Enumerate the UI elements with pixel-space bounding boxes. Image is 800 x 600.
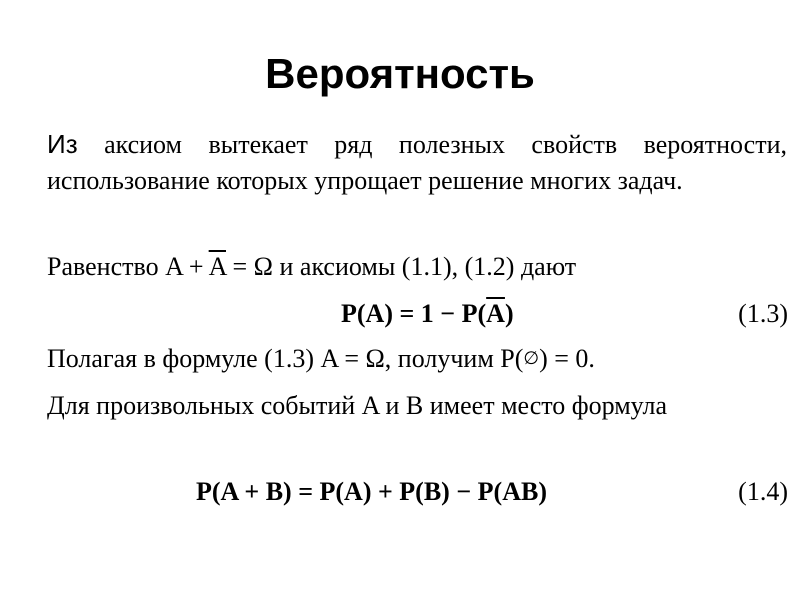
equation-number-1-4: (1.4) — [738, 477, 788, 506]
formula-1-3-prefix: P(A) = 1 − P( — [341, 299, 487, 328]
formula-1-4: P(A + B) = P(A) + P(B) − P(AB) — [196, 477, 547, 506]
paragraph-first-word: Из — [47, 129, 78, 159]
equality-statement — [47, 249, 576, 285]
paragraph-text: аксиом вытекает ряд полезных свойств вероятности, использование которых упрощает решение многих задач. — [47, 130, 787, 195]
paragraph-axioms-properties — [47, 126, 787, 234]
complement-event: $\overline{A}$ — [208, 252, 226, 281]
empty-set-prefix: Полагая в формуле (1.3) A = Ω, получим P( — [47, 344, 524, 373]
equality-prefix: Равенство A + — [47, 252, 209, 281]
slide-title: Вероятность — [265, 50, 535, 97]
formula-1-3-complement: $\overline{A}$ — [486, 299, 505, 328]
formula-1-3-suffix: ) — [504, 299, 514, 328]
empty-set-symbol: ∅ — [523, 348, 540, 368]
empty-set-suffix: ) = 0. — [539, 344, 595, 373]
equality-suffix: = Ω и аксиомы (1.1), (1.2) дают — [226, 252, 577, 281]
paragraph-arbitrary-events: Для произвольных событий A и B имеет место формула — [47, 391, 668, 420]
equation-number-1-3: (1.3) — [738, 299, 788, 328]
empty-set-statement — [47, 340, 595, 377]
formula-1-3 — [341, 296, 514, 332]
